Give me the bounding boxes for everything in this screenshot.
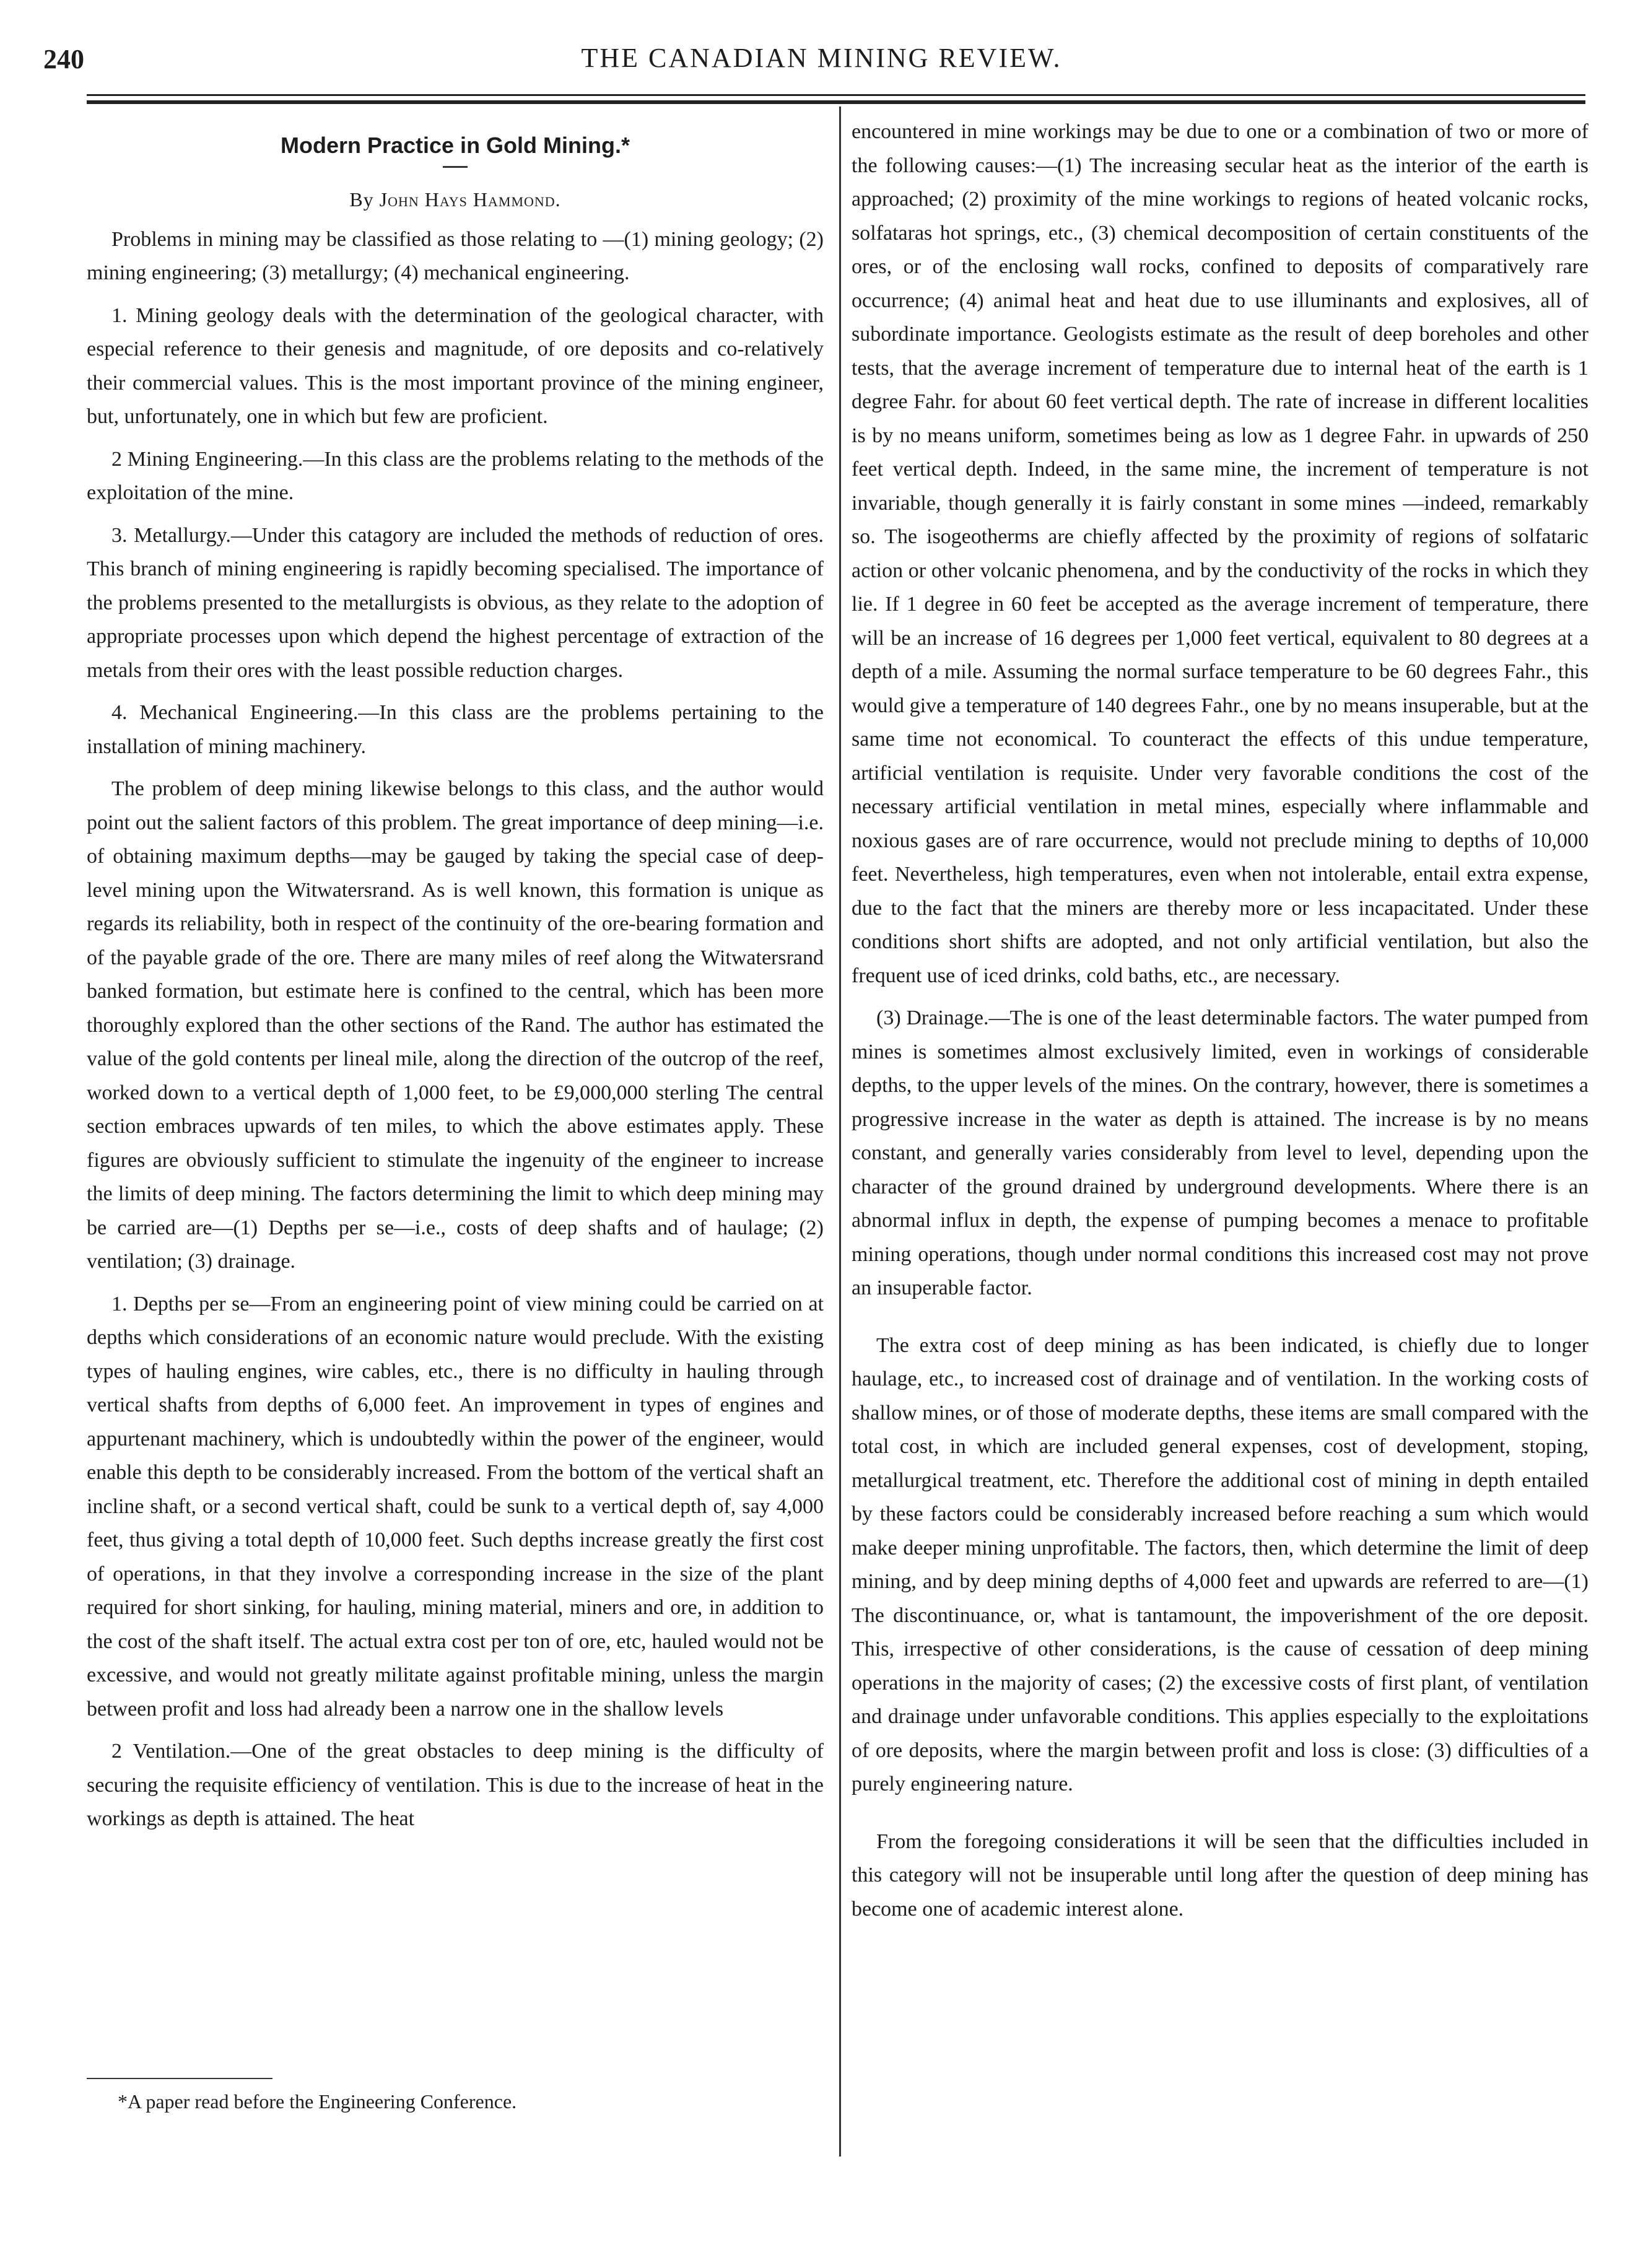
paragraph: encountered in mine workings may be due to one or a combination of two or more of the following causes:—(1) The increasing secular heat as the interior of the earth is approached; (2) proximity of the mine workings to regions of heated volcanic rocks, solfataras hot springs, etc., (3) chemical decomposition of certain constituents of the ores, or of the enclosing wall rocks, confined to deposits of comparatively rare occurrence; (4) animal heat and heat due to use illuminants and explosives, all of subordinate importance. Geologists estimate as the result of deep boreholes and other tests, that the average increment of temperature due to internal heat of the earth is 1 degree Fahr. for about 60 feet vertical depth. The rate of increase in different localities is by no means uniform, sometimes being as low as 1 degree Fahr. in upwards of 250 feet vertical depth. Indeed, in the same mine, the increment of temperature is not invariable, though generally it is fairly constant in some mines —indeed, remarkably so. The isogeotherms are chiefly affected by the proximity of regions of solfataric action or other volcanic phenomena, and by the conductivity of the rocks in which they lie. If 1 degree in 60 feet be accepted as the average increment of temperature, there will be an increase of 16 degrees per 1,000 feet vertical, equivalent to 80 degrees at a depth of a mile. Assuming the normal surface temperature to be 60 degrees Fahr., this would give a temperature of 140 degrees Fahr., one by no means insuperable, but at the same time not economical. To counteract the effects of this undue temperature, artificial ventilation is requisite. Under very favorable conditions the cost of the necessary artificial ventilation in metal mines, especially where inflammable and noxious gases are of rare occurrence, would not preclude mining to depths of 10,000 feet. Nevertheless, high temperatures, even when not intolerable, entail extra expense, due to the fact that the miners are thereby more or less incapacitated. Under these conditions short shifts are adopted, and not only artificial ventilation, but also the frequent use of iced drinks, cold baths, etc., are necessary.: [852, 120, 1589, 987]
author-name: John Hays Hammond.: [379, 188, 561, 211]
page-number: 240: [43, 44, 84, 74]
paragraph: The extra cost of deep mining as has been indicated, is chiefly due to longer haulage, etc., to increased cost of drainage and of ventilation. In the working costs of shallow mines, or of those of moderate depths, these items are small compared with the total cost, in which are included general expenses, cost of development, stoping, metallurgical treatment, etc. Therefore the additional cost of mining in depth entailed by these factors could be considerably increased before reaching a sum which would make deeper mining unprofitable. The factors, then, which determine the limit of deep mining, and by deep mining depths of 4,000 feet and upwards are referred to are—(1) The discontinuance, or, what is tantamount, the impoverishment of the ore deposit. This, irrespective of other considerations, is the cause of cessation of deep mining operations in the majority of cases; (2) the excessive costs of first plant, of ventilation and drainage under unfavorable conditions. This applies especially to the exploitations of ore deposits, where the margin between profit and loss is close: (3) difficulties of a purely engineering nature.: [852, 1333, 1589, 1795]
paragraph: 1. Mining geology deals with the determination of the geological character, with especial reference to their genesis and magnitude, of ore deposits and co-relatively their commercial values. This is the most important province of the mining engineer, but, unfortunately, one in which but few are proficient.: [87, 303, 824, 428]
byline-prefix: By: [349, 188, 374, 211]
journal-title: THE CANADIAN MINING REVIEW.: [581, 43, 1062, 73]
paragraph: 2 Ventilation.—One of the great obstacles to deep mining is the difficulty of securing the requisite efficiency of ventilation. This is due to the increase of heat in the workings as depth is attained. The heat: [87, 1740, 824, 1830]
title-dash: [443, 166, 468, 168]
paragraph: 3. Metallurgy.—Under this catagory are included the methods of reduction of ores. This branch of mining engineering is rapidly becoming specialised. The importance of the problems presented to the metallurgists is obvious, as they relate to the adoption of appropriate processes upon which depend the highest percentage of extraction of the metals from their ores with the least possible reduction charges.: [87, 523, 824, 682]
paragraph: 2 Mining Engineering.—In this class are the problems relating to the methods of the exploitation of the mine.: [87, 447, 824, 504]
paragraph: From the foregoing considerations it will be seen that the difficulties included in this category will not be insuperable until long after the question of deep mining has become one of academic interest alone.: [852, 1830, 1589, 1921]
paragraph: The problem of deep mining likewise belongs to this class, and the author would point out the salient factors of this problem. The great importance of deep mining—i.e. of obtaining maximum depths—may be gauged by taking the special case of deep-level mining upon the Witwatersrand. As is well known, this formation is unique as regards its reliability, both in respect of the continuity of the ore-bearing formation and of the payable grade of the ore. There are many miles of reef along the Witwatersrand banked formation, but estimate here is confined to the central, which has been more thoroughly explored than the other sections of the Rand. The author has estimated the value of the gold contents per lineal mile, along the direction of the outcrop of the reef, worked down to a vertical depth of 1,000 feet, to be £9,000,000 sterling The central section embraces upwards of ten miles, to which the above estimates apply. These figures are obviously sufficient to stimulate the ingenuity of the engineer to increase the limits of deep mining. The factors determining the limit to which deep mining may be carried are—(1) Depths per se—i.e., costs of deep shafts and of haulage; (2) ventilation; (3) drainage.: [87, 777, 824, 1273]
header-rule-thick: [87, 100, 1585, 104]
paragraph: Problems in mining may be classified as those relating to —(1) mining geology; (2) mining engineering; (3) metallurgy; (4) mechanical engineering.: [87, 227, 824, 284]
paragraph: 4. Mechanical Engineering.—In this class are the problems pertaining to the installation of mining machinery.: [87, 701, 824, 758]
footnote-rule: [87, 2078, 272, 2079]
header-rule-thin: [87, 94, 1585, 96]
article-title: Modern Practice in Gold Mining.*: [280, 133, 630, 158]
left-column: [87, 118, 824, 1845]
paragraph: 1. Depths per se—From an engineering point of view mining could be carried on at depths which considerations of an economic nature would preclude. With the existing types of hauling engines, wire cables, etc., there is no difficulty in hauling through vertical shafts from depths of 6,000 feet. An improvement in types of engines and appurtenant machinery, which is undoubtedly within the power of the engineer, would enable this depth to be considerably increased. From the bottom of the vertical shaft an incline shaft, or a second vertical shaft, could be sunk to a vertical depth of, say 4,000 feet, thus giving a total depth of 10,000 feet. Such depths increase greatly the first cost of operations, in that they involve a corresponding increase in the size of the plant required for short sinking, for hauling, mining material, miners and ore, in addition to the cost of the shaft itself. The actual extra cost per ton of ore, etc, hauled would not be excessive, and would not greatly militate against profitable mining, unless the margin between profit and loss had already been a narrow one in the shallow levels: [87, 1292, 824, 1721]
byline: [87, 183, 824, 217]
column-divider: [839, 107, 841, 2157]
right-column: [852, 115, 1589, 1935]
footnote: *A paper read before the Engineering Conference.: [118, 2090, 517, 2113]
paragraph: (3) Drainage.—The is one of the least determinable factors. The water pumped from mines is sometimes almost exclusively limited, even in workings of considerable depths, to the upper levels of the mines. On the contrary, however, there is sometimes a progressive increase in the water as depth is attained. The increase is by no means constant, and generally varies considerably from level to level, depending upon the character of the ground drained by underground developments. Where there is an abnormal influx in depth, the expense of pumping becomes a menace to profitable mining operations, though under normal conditions this increased cost may not prove an insuperable factor.: [852, 1006, 1589, 1299]
